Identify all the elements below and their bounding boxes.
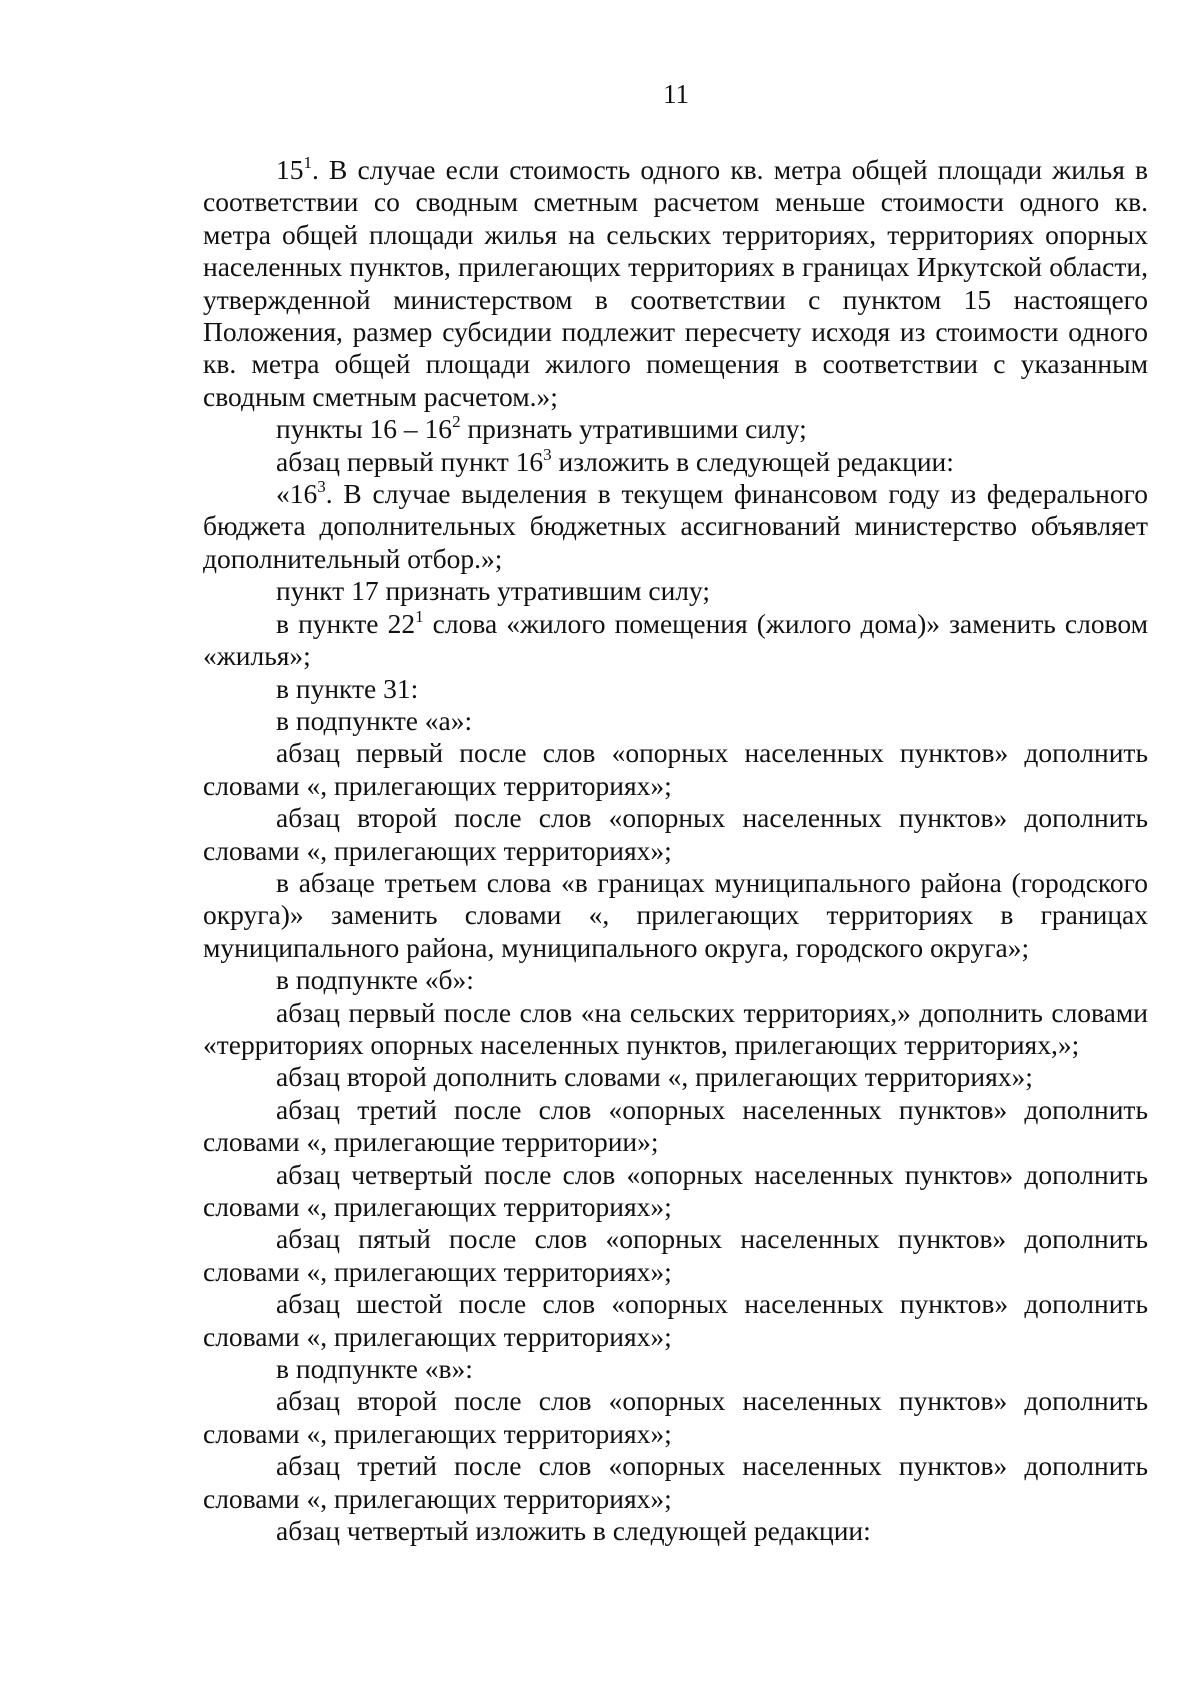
document-body	[203, 154, 1148, 1547]
paragraph	[203, 997, 1148, 1062]
superscript: 2	[452, 412, 461, 432]
paragraph-text: абзац третий после слов «опорных населенных пунктов» дополнить словами «, прилегающие территории»;	[203, 1093, 1148, 1158]
paragraph-text: 15	[276, 154, 304, 185]
paragraph	[203, 413, 1148, 445]
paragraph	[203, 1061, 1148, 1093]
paragraph	[203, 1159, 1148, 1224]
paragraph	[203, 1385, 1148, 1450]
paragraph	[203, 1094, 1148, 1159]
paragraph-text: абзац первый пункт 16	[276, 445, 544, 477]
paragraph-text-rest: . В случае если стоимость одного кв. метра общей площади жилья в соответствии со сводным сметным расчетом меньше стоимости одного кв. метра общей площади жилья на сельских территориях, территориях опорных населенных пунктов, прилегающих территориях в границах Иркутской области, утвержденной министерством в соответствии с пунктом 15 настоящего Положения, размер субсидии подлежит пересчету исходя из стоимости одного кв. метра общей площади жилого помещения в соответствии с указанным сводным сметным расчетом.»;	[203, 154, 1148, 412]
superscript: 1	[303, 153, 312, 172]
paragraph-text: в абзаце третьем слова «в границах муниципального района (городского округа)» заменить словами «, прилегающих территориях в границах муниципального района, муниципального округа, городского округа»;	[203, 866, 1148, 963]
paragraph	[203, 1450, 1148, 1515]
paragraph	[203, 1515, 1148, 1547]
paragraph	[203, 673, 1148, 705]
paragraph-text: в подпункте «в»:	[276, 1353, 473, 1385]
paragraph	[203, 446, 1148, 478]
paragraph-text: в пункте 31:	[276, 672, 419, 704]
paragraph-text: абзац третий после слов «опорных населенных пунктов» дополнить словами «, прилегающих территориях»;	[203, 1450, 1148, 1514]
superscript: 3	[543, 444, 552, 464]
paragraph-text: «16	[276, 478, 318, 510]
paragraph	[203, 1353, 1148, 1385]
paragraph	[203, 802, 1148, 867]
paragraph-text: абзац первый после слов «опорных населенных пунктов» дополнить словами «, прилегающих территориях»;	[203, 737, 1148, 801]
paragraph-text: абзац второй дополнить словами «, прилегающих территориях»;	[276, 1061, 1033, 1093]
paragraph-text-rest: изложить в следующей редакции:	[551, 445, 954, 477]
paragraph-text-rest: признать утратившими силу;	[460, 413, 807, 445]
paragraph	[203, 1223, 1148, 1288]
paragraph	[203, 705, 1148, 737]
paragraph-text: абзац первый после слов «на сельских территориях,» дополнить словами «территориях опорных населенных пунктов, прилегающих территориях,»;	[203, 996, 1148, 1060]
paragraph-text-rest: слова «жилого помещения (жилого дома)» заменить словом «жилья»;	[203, 607, 1149, 672]
paragraph-text: абзац шестой после слов «опорных населенных пунктов» дополнить словами «, прилегающих территориях»;	[203, 1288, 1148, 1352]
paragraph-text: абзац четвертый изложить в следующей редакции:	[276, 1515, 871, 1547]
paragraph-text: в пункте 22	[276, 607, 416, 639]
paragraph-text: абзац второй после слов «опорных населенных пунктов» дополнить словами «, прилегающих территориях»;	[203, 802, 1148, 866]
paragraph	[203, 575, 1148, 607]
superscript: 3	[317, 477, 326, 497]
paragraph	[203, 608, 1148, 673]
superscript: 1	[415, 606, 424, 626]
paragraph	[203, 737, 1148, 802]
paragraph	[203, 867, 1148, 964]
page-number: 11	[663, 79, 689, 109]
paragraph-text: абзац второй после слов «опорных населенных пунктов» дополнить словами «, прилегающих территориях»;	[203, 1385, 1148, 1449]
paragraph-text-rest: . В случае выделения в текущем финансовом году из федерального бюджета дополнительных бюджетных ассигнований министерство объявляет дополнительный отбор.»;	[203, 478, 1148, 574]
paragraph	[203, 154, 1148, 413]
paragraph-text: пункт 17 признать утратившим силу;	[276, 575, 711, 607]
paragraph	[203, 478, 1148, 575]
paragraph-text: абзац пятый после слов «опорных населенных пунктов» дополнить словами «, прилегающих территориях»;	[203, 1223, 1148, 1287]
paragraph-text: абзац четвертый после слов «опорных населенных пунктов» дополнить словами «, прилегающих территориях»;	[203, 1158, 1148, 1222]
paragraph	[203, 964, 1148, 996]
paragraph-text: в подпункте «б»:	[276, 964, 474, 996]
paragraph-text: пункты 16 – 16	[276, 413, 453, 445]
paragraph-text: в подпункте «а»:	[276, 704, 473, 736]
paragraph	[203, 1288, 1148, 1353]
